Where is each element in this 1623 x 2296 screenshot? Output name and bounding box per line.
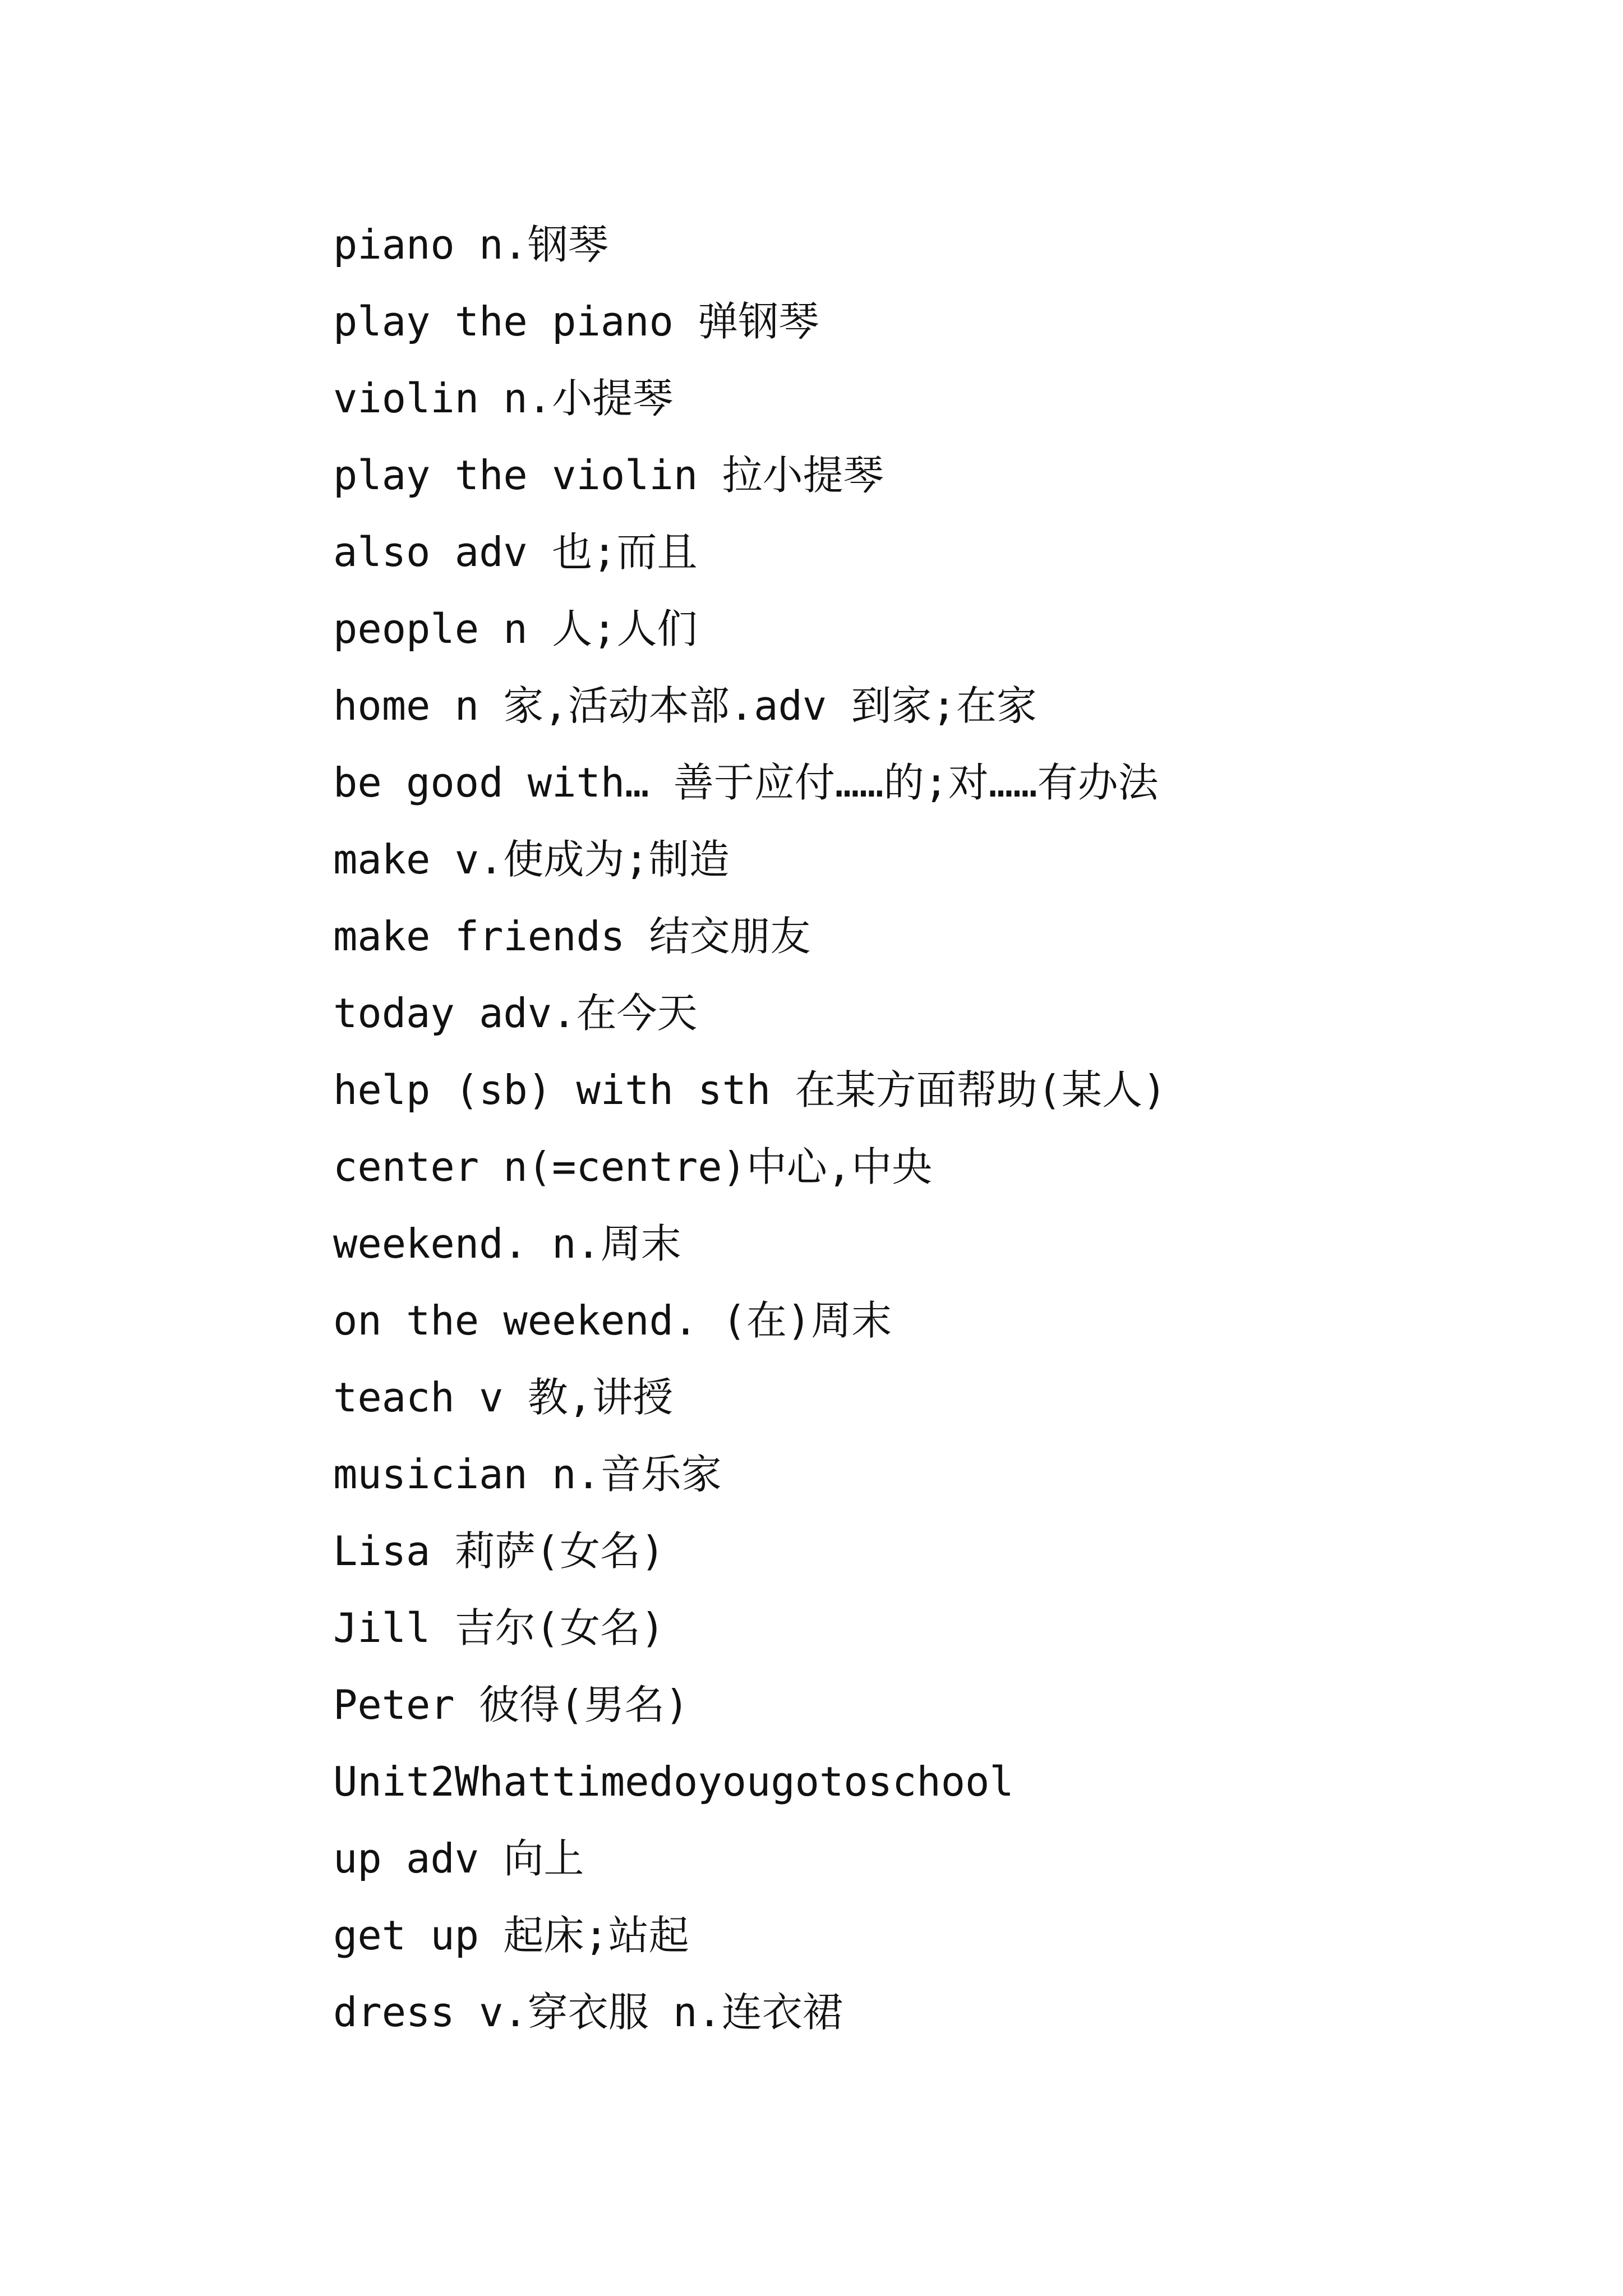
vocab-entry-make-friends: make friends 结交朋友	[333, 913, 811, 960]
vocab-entry-home: home n 家,活动本部.adv 到家;在家	[333, 682, 1037, 729]
vocab-entry-jill: Jill 吉尔(女名)	[333, 1604, 665, 1651]
vocab-entry-dress: dress v.穿衣服 n.连衣裙	[333, 1989, 843, 2036]
vocabulary-list	[333, 206, 1567, 2051]
vocab-entry-make: make v.使成为;制造	[333, 836, 730, 883]
vocab-entry-weekend: weekend. n.周末	[333, 1220, 681, 1267]
vocab-entry-people: people n 人;人们	[333, 605, 698, 652]
vocab-entry-lisa: Lisa 莉萨(女名)	[333, 1527, 665, 1575]
vocab-entry-up: up adv 向上	[333, 1835, 584, 1882]
vocab-entry-teach: teach v 教,讲授	[333, 1374, 674, 1421]
unit-heading: Unit2Whattimedoyougotoschool	[333, 1758, 1014, 1805]
vocab-entry-help-with: help (sb) with sth 在某方面帮助(某人)	[333, 1066, 1167, 1114]
vocab-entry-musician: musician n.音乐家	[333, 1451, 722, 1498]
vocab-entry-today: today adv.在今天	[333, 990, 698, 1037]
vocab-entry-violin: violin n.小提琴	[333, 375, 674, 422]
vocab-entry-get-up: get up 起床;站起	[333, 1912, 689, 1959]
vocab-entry-also: also adv 也;而且	[333, 528, 698, 576]
vocab-entry-on-the-weekend: on the weekend. (在)周末	[333, 1297, 892, 1344]
vocab-entry-piano: piano n.钢琴	[333, 221, 608, 268]
vocab-entry-play-the-violin: play the violin 拉小提琴	[333, 452, 884, 499]
vocab-entry-play-the-piano: play the piano 弹钢琴	[333, 298, 819, 345]
vocab-entry-peter: Peter 彼得(男名)	[333, 1681, 689, 1728]
vocab-entry-center: center n(=centre)中心,中央	[333, 1143, 933, 1190]
vocab-entry-be-good-with: be good with… 善于应付……的;对……有办法	[333, 759, 1159, 806]
